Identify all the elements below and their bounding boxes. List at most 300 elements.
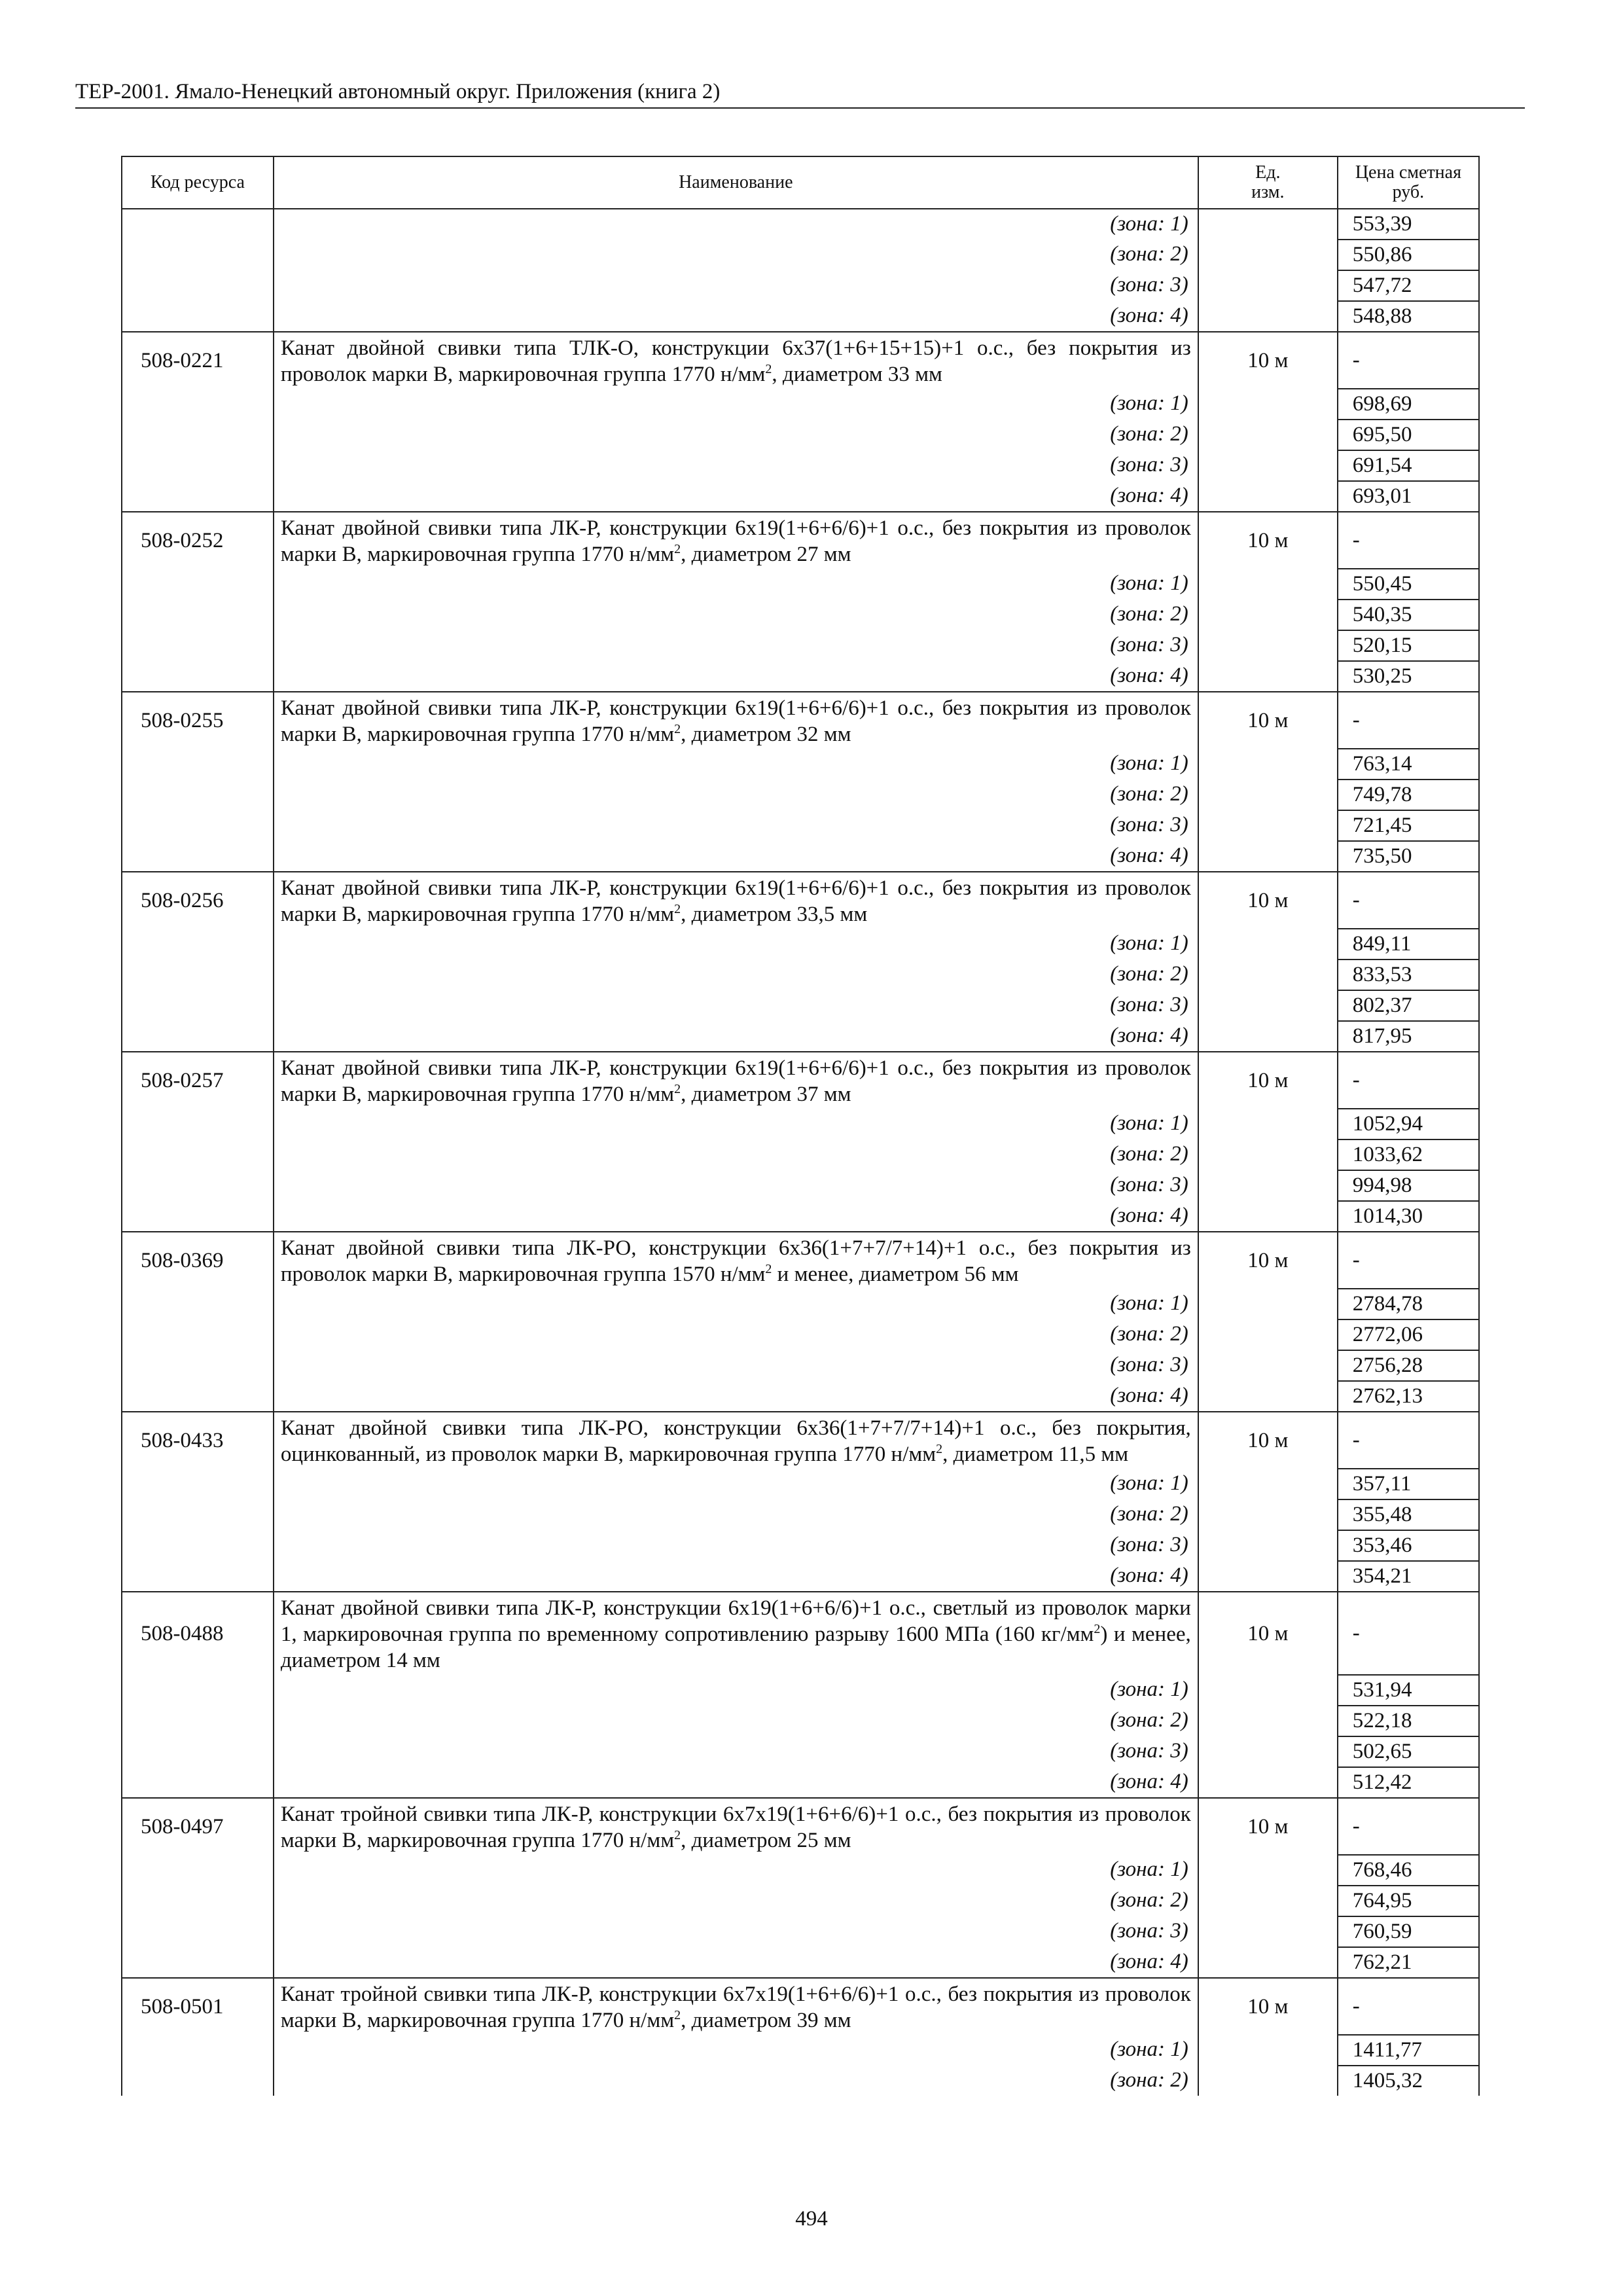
empty-cell: [122, 389, 274, 420]
zone-label: (зона: 1): [274, 749, 1198, 780]
zone-label: (зона: 2): [274, 420, 1198, 450]
empty-cell: [1198, 1916, 1338, 1947]
empty-cell: [122, 1886, 274, 1916]
zone-price: 502,65: [1338, 1736, 1479, 1767]
zone-row: [122, 990, 1479, 1021]
superscript: 2: [674, 1828, 681, 1842]
empty-cell: [1198, 1139, 1338, 1170]
col-header-name: Наименование: [274, 156, 1198, 209]
empty-cell: [1198, 389, 1338, 420]
zone-row: [122, 749, 1479, 780]
empty-cell: [1198, 301, 1338, 332]
zone-price: 2772,06: [1338, 1319, 1479, 1350]
col-header-price: [1338, 156, 1479, 209]
zone-price: 849,11: [1338, 929, 1479, 960]
zone-price: 2756,28: [1338, 1350, 1479, 1381]
zone-row: [122, 1139, 1479, 1170]
empty-cell: [122, 990, 274, 1021]
resource-name-tail: ) и менее, диаметром 14 мм: [280, 1623, 1191, 1672]
zone-label: (зона: 2): [274, 1319, 1198, 1350]
empty-cell: [1198, 2035, 1338, 2066]
empty-cell: [122, 929, 274, 960]
zone-label: (зона: 4): [274, 1947, 1198, 1978]
zone-price: 768,46: [1338, 1855, 1479, 1886]
empty-cell: [122, 209, 274, 240]
zone-row: [122, 1855, 1479, 1886]
zone-price: 2762,13: [1338, 1381, 1479, 1412]
zone-row: [122, 420, 1479, 450]
resource-name-tail: , диаметром 27 мм: [681, 543, 851, 566]
superscript: 2: [674, 902, 681, 916]
zone-row: [122, 841, 1479, 872]
empty-cell: [122, 481, 274, 512]
zone-price: 553,39: [1338, 209, 1479, 240]
zone-price: 1033,62: [1338, 1139, 1479, 1170]
resource-code: 508-0255: [122, 692, 274, 749]
superscript: 2: [674, 542, 681, 556]
unit-of-measure: 10 м: [1198, 1978, 1338, 2035]
empty-cell: [122, 1109, 274, 1139]
unit-of-measure: 10 м: [1198, 692, 1338, 749]
zone-price: 540,35: [1338, 600, 1479, 630]
zone-label: (зона: 1): [274, 2035, 1198, 2066]
empty-cell: [122, 1767, 274, 1798]
zone-price: 547,72: [1338, 270, 1479, 301]
table-header-row: [122, 156, 1479, 209]
empty-cell: [122, 1021, 274, 1052]
empty-cell: [1198, 1289, 1338, 1319]
resource-name-text: Канат двойной свивки типа ТЛК-О, конструкции 6x37(1+6+15+15)+1 о.с., без покрытия из проволок марки В, маркировочная группа 1770 н/мм: [280, 336, 1191, 386]
zone-row: [122, 481, 1479, 512]
table-row: [122, 1592, 1479, 1675]
zone-row: [122, 1736, 1479, 1767]
zone-label: (зона: 2): [274, 240, 1198, 270]
resource-name: [274, 1592, 1198, 1675]
zone-label: (зона: 4): [274, 481, 1198, 512]
resource-name-tail: и менее, диаметром 56 мм: [772, 1263, 1019, 1286]
zone-price: 353,46: [1338, 1530, 1479, 1561]
resource-name: [274, 332, 1198, 389]
page-header: [75, 77, 1525, 109]
empty-cell: [1198, 1499, 1338, 1530]
zone-price: 763,14: [1338, 749, 1479, 780]
zone-label: (зона: 2): [274, 2066, 1198, 2096]
zone-price: 721,45: [1338, 810, 1479, 841]
empty-cell: [122, 2066, 274, 2096]
resource-code: 508-0501: [122, 1978, 274, 2035]
zone-row: [122, 1170, 1479, 1201]
superscript: 2: [674, 2008, 681, 2022]
empty-cell: [122, 450, 274, 481]
resource-code: 508-0257: [122, 1052, 274, 1109]
zone-row: [122, 1916, 1479, 1947]
zone-row: [122, 1947, 1479, 1978]
unit-of-measure: 10 м: [1198, 512, 1338, 569]
zone-label: (зона: 1): [274, 1289, 1198, 1319]
empty-cell: [122, 810, 274, 841]
resource-name-tail: , диаметром 25 мм: [681, 1829, 851, 1852]
zone-label: (зона: 4): [274, 1381, 1198, 1412]
empty-cell: [1198, 780, 1338, 810]
zone-price: 550,45: [1338, 569, 1479, 600]
zone-price: 357,11: [1338, 1469, 1479, 1499]
empty-cell: [1198, 1561, 1338, 1592]
zone-price: 355,48: [1338, 1499, 1479, 1530]
zone-price: 522,18: [1338, 1706, 1479, 1736]
empty-cell: [1198, 960, 1338, 990]
zone-row: [122, 450, 1479, 481]
zone-row: [122, 1469, 1479, 1499]
zone-price: 735,50: [1338, 841, 1479, 872]
table-row: [122, 1798, 1479, 1855]
zone-label: (зона: 2): [274, 600, 1198, 630]
empty-cell: [1198, 1201, 1338, 1232]
empty-cell: [122, 1855, 274, 1886]
zone-row: [122, 600, 1479, 630]
empty-cell: [1198, 240, 1338, 270]
zone-row: [122, 301, 1479, 332]
table-body: [122, 209, 1479, 2096]
resource-code: 508-0433: [122, 1412, 274, 1469]
unit-of-measure: 10 м: [1198, 1798, 1338, 1855]
resource-name-tail: , диаметром 33 мм: [772, 363, 942, 386]
zone-label: (зона: 3): [274, 1736, 1198, 1767]
zone-row: [122, 810, 1479, 841]
empty-cell: [1198, 1767, 1338, 1798]
zone-price: 548,88: [1338, 301, 1479, 332]
empty-cell: [122, 1706, 274, 1736]
empty-cell: [1198, 661, 1338, 692]
zone-price: 760,59: [1338, 1916, 1479, 1947]
base-price: -: [1338, 512, 1479, 569]
zone-price: 994,98: [1338, 1170, 1479, 1201]
empty-cell: [122, 1916, 274, 1947]
unit-of-measure: 10 м: [1198, 1052, 1338, 1109]
zone-row: [122, 1319, 1479, 1350]
empty-cell: [122, 1499, 274, 1530]
zone-row: [122, 1350, 1479, 1381]
zone-price: 1411,77: [1338, 2035, 1479, 2066]
zone-row: [122, 1886, 1479, 1916]
zone-row: [122, 2035, 1479, 2066]
empty-cell: [122, 569, 274, 600]
base-price: -: [1338, 1412, 1479, 1469]
col-header-unit-line2: изм.: [1251, 182, 1285, 202]
zone-row: [122, 2066, 1479, 2096]
zone-price: 530,25: [1338, 661, 1479, 692]
zone-price: 691,54: [1338, 450, 1479, 481]
empty-cell: [122, 1289, 274, 1319]
empty-cell: [122, 1201, 274, 1232]
col-header-price-line2: руб.: [1392, 182, 1425, 202]
empty-cell: [122, 1675, 274, 1706]
empty-cell: [122, 1530, 274, 1561]
empty-cell: [122, 1381, 274, 1412]
zone-row: [122, 1381, 1479, 1412]
empty-cell: [1198, 569, 1338, 600]
resource-name-text: Канат двойной свивки типа ЛК-Р, конструкции 6x19(1+6+6/6)+1 о.с., без покрытия из проволок марки В, маркировочная группа 1770 н/мм: [280, 1056, 1191, 1106]
empty-cell: [122, 301, 274, 332]
zone-row: [122, 1675, 1479, 1706]
resource-name: [274, 692, 1198, 749]
zone-label: (зона: 2): [274, 1139, 1198, 1170]
zone-label: (зона: 3): [274, 1916, 1198, 1947]
zone-price: 802,37: [1338, 990, 1479, 1021]
zone-price: 833,53: [1338, 960, 1479, 990]
resource-name-tail: , диаметром 32 мм: [681, 723, 851, 746]
zone-label: (зона: 1): [274, 929, 1198, 960]
zone-price: 1405,32: [1338, 2066, 1479, 2096]
empty-cell: [122, 1350, 274, 1381]
zone-label: (зона: 2): [274, 1499, 1198, 1530]
zone-label: (зона: 4): [274, 1021, 1198, 1052]
zone-label: (зона: 3): [274, 1170, 1198, 1201]
empty-cell: [122, 1736, 274, 1767]
empty-cell: [1198, 1109, 1338, 1139]
zone-label: (зона: 1): [274, 209, 1198, 240]
zone-row: [122, 1289, 1479, 1319]
col-header-code: Код ресурса: [122, 156, 274, 209]
zone-row: [122, 1201, 1479, 1232]
zone-price: 749,78: [1338, 780, 1479, 810]
zone-row: [122, 1499, 1479, 1530]
empty-cell: [1198, 1021, 1338, 1052]
superscript: 2: [674, 722, 681, 736]
resource-name-text: Канат двойной свивки типа ЛК-Р, конструкции 6x19(1+6+6/6)+1 о.с., без покрытия из проволок марки В, маркировочная группа 1770 н/мм: [280, 516, 1191, 566]
zone-label: (зона: 4): [274, 1561, 1198, 1592]
zone-row: [122, 929, 1479, 960]
zone-row: [122, 389, 1479, 420]
zone-row: [122, 240, 1479, 270]
zone-price: 698,69: [1338, 389, 1479, 420]
zone-row: [122, 270, 1479, 301]
superscript: 2: [936, 1442, 943, 1456]
empty-cell: [122, 1319, 274, 1350]
resource-name-text: Канат двойной свивки типа ЛК-Р, конструкции 6x19(1+6+6/6)+1 о.с., светлый из проволок марки 1, маркировочная группа по временному сопротивлению разрыву 1600 МПа (160 кг/мм: [280, 1596, 1191, 1646]
header-title: ТЕР-2001. Ямало-Ненецкий автономный округ. Приложения (книга 2): [75, 80, 721, 103]
resource-name: [274, 1978, 1198, 2035]
base-price: -: [1338, 692, 1479, 749]
empty-cell: [1198, 1947, 1338, 1978]
base-price: -: [1338, 1978, 1479, 2035]
table-row: [122, 1232, 1479, 1289]
empty-cell: [1198, 1886, 1338, 1916]
base-price: -: [1338, 1798, 1479, 1855]
empty-cell: [1198, 1736, 1338, 1767]
resource-name-text: Канат тройной свивки типа ЛК-Р, конструкции 6x7x19(1+6+6/6)+1 о.с., без покрытия из проволок марки В, маркировочная группа 1770 н/мм: [280, 1982, 1191, 2032]
zone-row: [122, 661, 1479, 692]
zone-label: (зона: 2): [274, 960, 1198, 990]
empty-cell: [122, 630, 274, 661]
superscript: 2: [765, 1262, 772, 1276]
empty-cell: [1198, 270, 1338, 301]
zone-row: [122, 1109, 1479, 1139]
resource-name-text: Канат двойной свивки типа ЛК-Р, конструкции 6x19(1+6+6/6)+1 о.с., без покрытия из проволок марки В, маркировочная группа 1770 н/мм: [280, 696, 1191, 746]
zone-label: (зона: 1): [274, 1855, 1198, 1886]
empty-cell: [122, 2035, 274, 2066]
zone-row: [122, 1530, 1479, 1561]
empty-cell: [122, 1139, 274, 1170]
resource-code: 508-0488: [122, 1592, 274, 1675]
zone-price: 1052,94: [1338, 1109, 1479, 1139]
superscript: 2: [1094, 1622, 1101, 1636]
table-row: [122, 872, 1479, 929]
resource-name-tail: , диаметром 39 мм: [681, 2009, 851, 2032]
unit-of-measure: 10 м: [1198, 332, 1338, 389]
resource-name: [274, 512, 1198, 569]
unit-of-measure: 10 м: [1198, 1592, 1338, 1675]
zone-row: [122, 1561, 1479, 1592]
empty-cell: [122, 1947, 274, 1978]
empty-cell: [122, 1469, 274, 1499]
zone-label: (зона: 1): [274, 569, 1198, 600]
zone-label: (зона: 1): [274, 1469, 1198, 1499]
unit-of-measure: 10 м: [1198, 872, 1338, 929]
empty-cell: [1198, 600, 1338, 630]
price-table: [121, 156, 1480, 2096]
base-price: -: [1338, 1592, 1479, 1675]
empty-cell: [122, 661, 274, 692]
table-row: [122, 692, 1479, 749]
zone-price: 817,95: [1338, 1021, 1479, 1052]
col-header-unit: [1198, 156, 1338, 209]
resource-name: [274, 1232, 1198, 1289]
zone-price: 354,21: [1338, 1561, 1479, 1592]
zone-row: [122, 1767, 1479, 1798]
empty-cell: [1198, 1350, 1338, 1381]
unit-of-measure: 10 м: [1198, 1412, 1338, 1469]
zone-row: [122, 1021, 1479, 1052]
resource-name: [274, 1798, 1198, 1855]
empty-cell: [1198, 749, 1338, 780]
zone-price: 520,15: [1338, 630, 1479, 661]
empty-cell: [1198, 1855, 1338, 1886]
zone-label: (зона: 3): [274, 450, 1198, 481]
empty-cell: [1198, 1381, 1338, 1412]
zone-label: (зона: 3): [274, 810, 1198, 841]
resource-name-text: Канат двойной свивки типа ЛК-РО, конструкции 6x36(1+7+7/7+14)+1 о.с., без покрытия, оцинкованный, из проволок марки В, маркировочная группа 1770 н/мм: [280, 1416, 1191, 1466]
empty-cell: [1198, 481, 1338, 512]
resource-name-text: Канат двойной свивки типа ЛК-РО, конструкции 6x36(1+7+7/7+14)+1 о.с., без покрытия из проволок марки В, маркировочная группа 1570 н/мм: [280, 1236, 1191, 1286]
resource-name-tail: , диаметром 33,5 мм: [681, 903, 868, 926]
empty-cell: [122, 749, 274, 780]
zone-label: (зона: 1): [274, 1109, 1198, 1139]
empty-cell: [122, 780, 274, 810]
zone-price: 2784,78: [1338, 1289, 1479, 1319]
base-price: -: [1338, 1052, 1479, 1109]
resource-name: [274, 1052, 1198, 1109]
empty-cell: [122, 240, 274, 270]
empty-cell: [122, 600, 274, 630]
zone-price: 531,94: [1338, 1675, 1479, 1706]
zone-label: (зона: 2): [274, 1886, 1198, 1916]
empty-cell: [122, 841, 274, 872]
zone-price: 762,21: [1338, 1947, 1479, 1978]
empty-cell: [1198, 630, 1338, 661]
zone-price: 1014,30: [1338, 1201, 1479, 1232]
zone-label: (зона: 3): [274, 1350, 1198, 1381]
empty-cell: [1198, 1469, 1338, 1499]
empty-cell: [122, 1170, 274, 1201]
resource-name: [274, 1412, 1198, 1469]
unit-of-measure: 10 м: [1198, 1232, 1338, 1289]
zone-label: (зона: 3): [274, 990, 1198, 1021]
empty-cell: [1198, 1530, 1338, 1561]
resource-name-tail: , диаметром 11,5 мм: [942, 1443, 1129, 1466]
empty-cell: [1198, 929, 1338, 960]
resource-code: 508-0256: [122, 872, 274, 929]
zone-price: 695,50: [1338, 420, 1479, 450]
resource-code: 508-0252: [122, 512, 274, 569]
zone-label: (зона: 3): [274, 270, 1198, 301]
zone-label: (зона: 4): [274, 841, 1198, 872]
table-row: [122, 1412, 1479, 1469]
zone-row: [122, 960, 1479, 990]
resource-code: 508-0369: [122, 1232, 274, 1289]
resource-name-tail: , диаметром 37 мм: [681, 1083, 851, 1106]
table-row: [122, 332, 1479, 389]
zone-label: (зона: 1): [274, 1675, 1198, 1706]
base-price: -: [1338, 1232, 1479, 1289]
empty-cell: [1198, 450, 1338, 481]
zone-label: (зона: 4): [274, 301, 1198, 332]
empty-cell: [1198, 1706, 1338, 1736]
empty-cell: [122, 420, 274, 450]
table-row: [122, 1052, 1479, 1109]
zone-label: (зона: 1): [274, 389, 1198, 420]
empty-cell: [1198, 1319, 1338, 1350]
resource-code: 508-0497: [122, 1798, 274, 1855]
zone-label: (зона: 3): [274, 630, 1198, 661]
zone-row: [122, 209, 1479, 240]
zone-label: (зона: 3): [274, 1530, 1198, 1561]
empty-cell: [122, 270, 274, 301]
zone-label: (зона: 4): [274, 1201, 1198, 1232]
zone-label: (зона: 2): [274, 780, 1198, 810]
resource-code: 508-0221: [122, 332, 274, 389]
base-price: -: [1338, 332, 1479, 389]
zone-price: 764,95: [1338, 1886, 1479, 1916]
table-row: [122, 1978, 1479, 2035]
empty-cell: [1198, 1675, 1338, 1706]
empty-cell: [122, 1561, 274, 1592]
superscript: 2: [765, 362, 772, 376]
empty-cell: [1198, 209, 1338, 240]
zone-row: [122, 1706, 1479, 1736]
col-header-price-line1: Цена сметная: [1355, 162, 1461, 183]
empty-cell: [1198, 841, 1338, 872]
empty-cell: [1198, 990, 1338, 1021]
base-price: -: [1338, 872, 1479, 929]
resource-name: [274, 872, 1198, 929]
zone-row: [122, 780, 1479, 810]
zone-row: [122, 569, 1479, 600]
zone-label: (зона: 2): [274, 1706, 1198, 1736]
zone-price: 512,42: [1338, 1767, 1479, 1798]
resource-name-text: Канат тройной свивки типа ЛК-Р, конструкции 6x7x19(1+6+6/6)+1 о.с., без покрытия из проволок марки В, маркировочная группа 1770 н/мм: [280, 1803, 1191, 1852]
zone-row: [122, 630, 1479, 661]
page-number: 494: [795, 2207, 828, 2231]
col-header-unit-line1: Ед.: [1255, 162, 1281, 183]
empty-cell: [1198, 1170, 1338, 1201]
resource-name-text: Канат двойной свивки типа ЛК-Р, конструкции 6x19(1+6+6/6)+1 о.с., без покрытия из проволок марки В, маркировочная группа 1770 н/мм: [280, 876, 1191, 926]
empty-cell: [122, 960, 274, 990]
empty-cell: [1198, 420, 1338, 450]
empty-cell: [1198, 2066, 1338, 2096]
superscript: 2: [674, 1082, 681, 1096]
table-row: [122, 512, 1479, 569]
empty-cell: [1198, 810, 1338, 841]
